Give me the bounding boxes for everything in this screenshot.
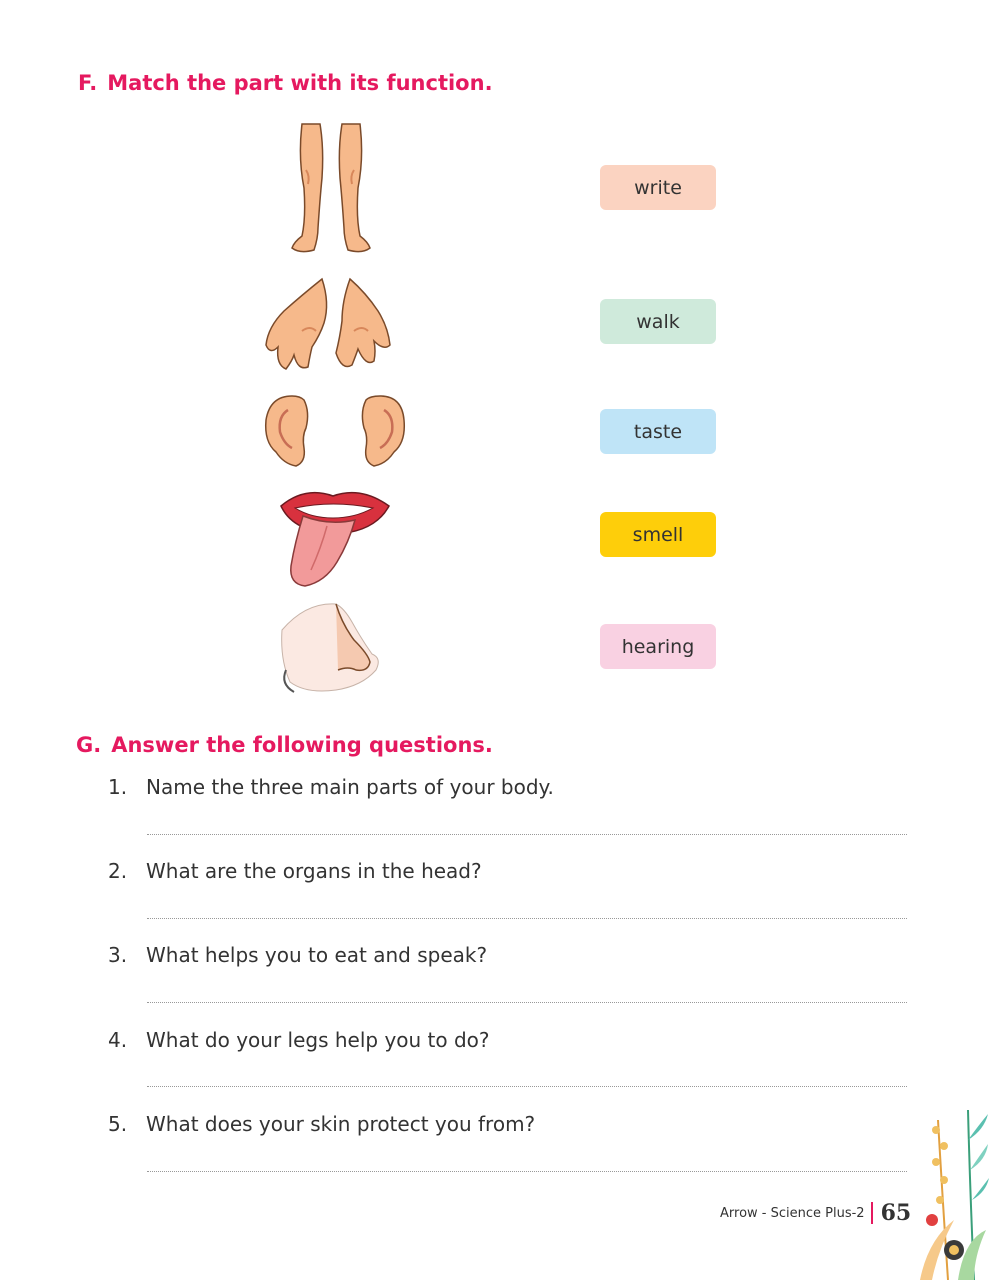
question-number: 3. bbox=[108, 943, 128, 967]
question-text: What are the organs in the head? bbox=[146, 859, 482, 883]
book-title: Arrow - Science Plus-2 bbox=[720, 1205, 865, 1221]
nose-icon bbox=[276, 600, 386, 695]
question-5 bbox=[108, 1112, 535, 1136]
tongue-icon bbox=[275, 482, 393, 590]
function-box-walk[interactable] bbox=[600, 299, 716, 344]
section-f-title: Match the part with its function. bbox=[107, 71, 493, 95]
question-number: 5. bbox=[108, 1112, 128, 1136]
ears-icon bbox=[262, 392, 407, 472]
question-number: 2. bbox=[108, 859, 128, 883]
section-g-heading bbox=[76, 733, 493, 757]
answer-line-3[interactable] bbox=[147, 1002, 907, 1003]
function-box-taste[interactable] bbox=[600, 409, 716, 454]
answer-line-5[interactable] bbox=[147, 1171, 907, 1172]
question-number: 4. bbox=[108, 1028, 128, 1052]
function-label: walk bbox=[636, 310, 680, 333]
hands-icon bbox=[262, 275, 397, 377]
function-box-hearing[interactable] bbox=[600, 624, 716, 669]
function-box-write[interactable] bbox=[600, 165, 716, 210]
question-number: 1. bbox=[108, 775, 128, 799]
page-number: 65 bbox=[880, 1200, 912, 1226]
section-f-heading bbox=[78, 71, 493, 95]
section-f-letter: F. bbox=[78, 71, 98, 95]
question-2 bbox=[108, 859, 482, 883]
question-text: What helps you to eat and speak? bbox=[146, 943, 488, 967]
function-box-smell[interactable] bbox=[600, 512, 716, 557]
page-footer bbox=[720, 1200, 911, 1226]
legs-icon bbox=[280, 118, 380, 258]
plant-decoration-icon bbox=[918, 1100, 989, 1280]
question-text: What do your legs help you to do? bbox=[146, 1028, 490, 1052]
question-1 bbox=[108, 775, 554, 799]
question-text: What does your skin protect you from? bbox=[146, 1112, 536, 1136]
question-4 bbox=[108, 1028, 490, 1052]
question-text: Name the three main parts of your body. bbox=[146, 775, 554, 799]
function-label: smell bbox=[632, 523, 684, 546]
footer-divider bbox=[871, 1202, 873, 1224]
question-3 bbox=[108, 943, 487, 967]
section-g-title: Answer the following questions. bbox=[111, 733, 493, 757]
function-label: taste bbox=[633, 420, 683, 443]
answer-line-2[interactable] bbox=[147, 918, 907, 919]
answer-line-1[interactable] bbox=[147, 834, 907, 835]
function-label: hearing bbox=[621, 635, 695, 658]
function-label: write bbox=[634, 176, 682, 199]
answer-line-4[interactable] bbox=[147, 1086, 907, 1087]
section-g-letter: G. bbox=[76, 733, 102, 757]
